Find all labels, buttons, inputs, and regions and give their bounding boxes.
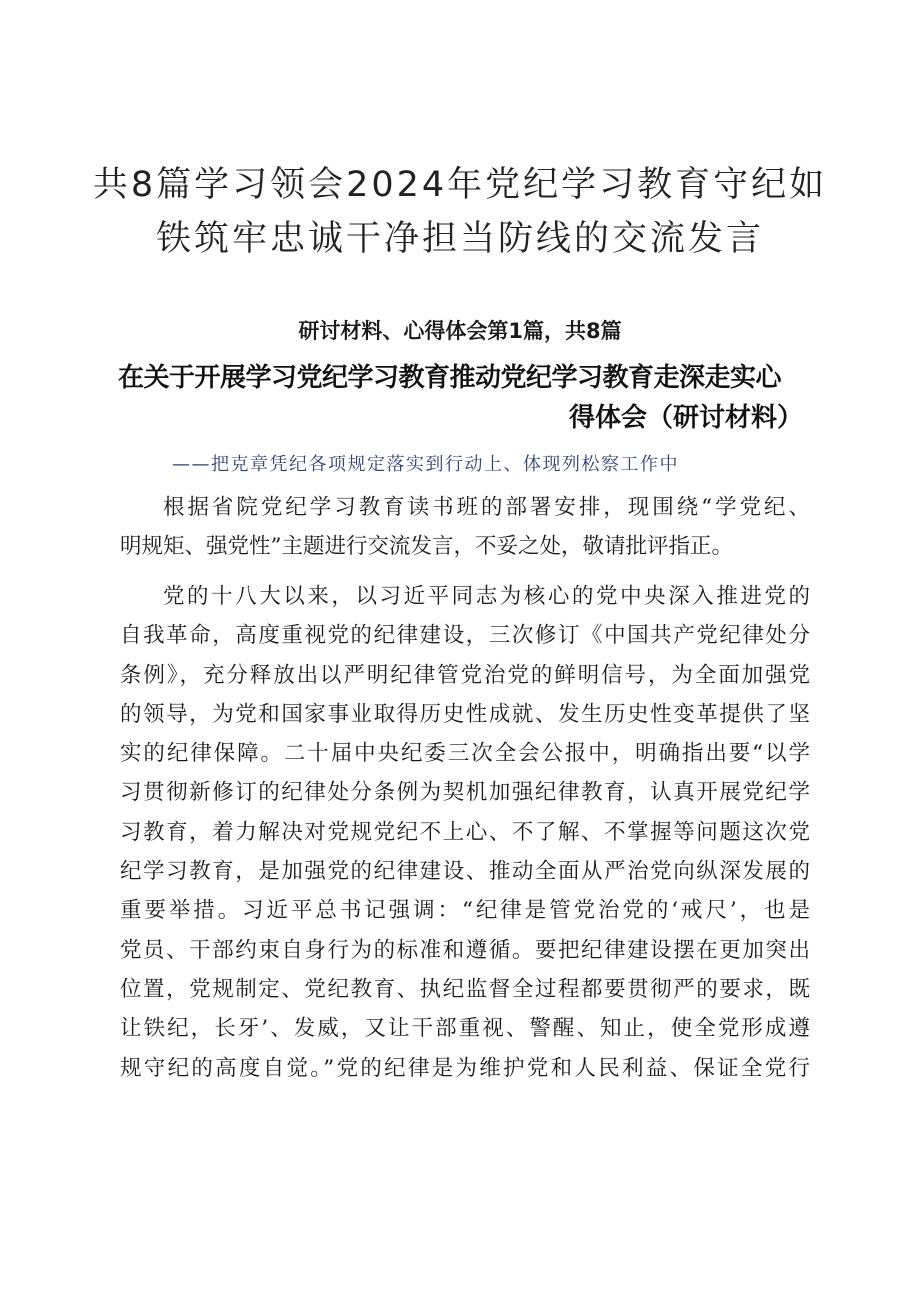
article-title-line-2: 得体会（研讨材料） [568,403,803,433]
paragraph-line: 习教育，着力解决对党规党纪不上心、不了解、不掌握等问题这次党 [120,819,810,845]
document-title-line-2: 铁筑牢忠诚干净担当防线的交流发言 [155,219,764,259]
paragraph-intro [120,488,810,567]
paragraph-body [120,577,810,1088]
document-title-line-1: 共8篇学习领会2024年党纪学习教育守纪如 [92,165,828,205]
paragraph-line: 根据省院党纪学习教育读书班的部署安排，现围绕“学党纪、 [163,495,810,520]
paragraph-line: 规守纪的高度自觉。”党的纪律是为维护党和人民利益、保证全党行 [120,1055,810,1081]
paragraph-line: 让铁纪，长牙’、发威，又让干部重视、警醒、知止，使全党形成遵 [120,1016,810,1042]
article-label: 研讨材料、心得体会第1篇，共8篇 [298,319,622,343]
paragraph-line: 实的纪律保障。二十届中央纪委三次全会公报中，明确指出要“以学 [120,741,810,767]
paragraph-line: 位置，党规制定、党纪教育、执纪监督全过程都要贯彻严的要求，既 [120,976,810,1002]
paragraph-line: 自我革命，高度重视党的纪律建设，三次修订《中国共产党纪律处分 [120,623,810,649]
paragraph-line: 党的十八大以来，以习近平同志为核心的党中央深入推进党的 [163,584,810,609]
paragraph-line: 习贯彻新修订的纪律处分条例为契机加强纪律教育，认真开展党纪学 [120,780,810,806]
article-subtitle: ——把克章凭纪各项规定落实到行动上、体现列松察工作中 [172,454,679,475]
paragraph-line: 的领导，为党和国家事业取得历史性成就、发生历史性变革提供了坚 [120,701,810,727]
paragraph-line: 纪学习教育，是加强党的纪律建设、推动全面从严治党向纵深发展的 [120,859,810,885]
article-title-line-1: 在关于开展学习党纪学习教育推动党纪学习教育走深走实心 [118,363,782,393]
paragraph-line: 党员、干部约束自身行为的标准和遵循。要把纪律建设摆在更加突出 [120,937,810,963]
paragraph-line: 条例》，充分释放出以严明纪律管党治党的鲜明信号，为全面加强党 [120,662,810,688]
paragraph-line: 明规矩、强党性”主题进行交流发言，不妥之处，敬请批评指正。 [120,534,733,560]
paragraph-line: 重要举措。习近平总书记强调：“纪律是管党治党的‘戒尺’，也是 [120,898,810,924]
